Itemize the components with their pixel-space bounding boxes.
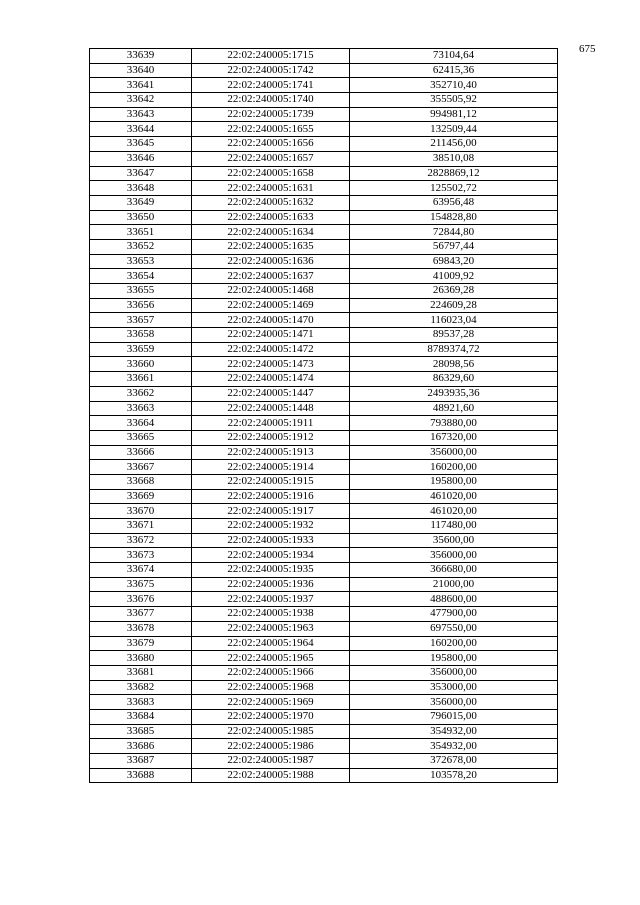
row-number-cell: 33686 [90, 739, 192, 754]
row-number-cell: 33669 [90, 489, 192, 504]
cadastral-number-cell: 22:02:240005:1632 [192, 195, 350, 210]
table-row [90, 577, 558, 592]
value-cell: 103578,20 [350, 768, 558, 783]
value-cell: 89537,28 [350, 328, 558, 343]
cadastral-number-cell: 22:02:240005:1987 [192, 754, 350, 769]
row-number-cell: 33642 [90, 93, 192, 108]
value-cell: 125502,72 [350, 181, 558, 196]
row-number-cell: 33648 [90, 181, 192, 196]
row-number-cell: 33646 [90, 151, 192, 166]
table-row [90, 724, 558, 739]
row-number-cell: 33639 [90, 49, 192, 64]
cadastral-number-cell: 22:02:240005:1969 [192, 695, 350, 710]
row-number-cell: 33653 [90, 254, 192, 269]
value-cell: 461020,00 [350, 489, 558, 504]
cadastral-number-cell: 22:02:240005:1968 [192, 680, 350, 695]
row-number-cell: 33670 [90, 504, 192, 519]
cadastral-number-cell: 22:02:240005:1742 [192, 63, 350, 78]
value-cell: 697550,00 [350, 621, 558, 636]
row-number-cell: 33671 [90, 519, 192, 534]
row-number-cell: 33663 [90, 401, 192, 416]
row-number-cell: 33667 [90, 460, 192, 475]
table-row [90, 548, 558, 563]
value-cell: 41009,92 [350, 269, 558, 284]
value-cell: 117480,00 [350, 519, 558, 534]
row-number-cell: 33679 [90, 636, 192, 651]
cadastral-number-cell: 22:02:240005:1447 [192, 386, 350, 401]
value-cell: 994981,12 [350, 107, 558, 122]
table-row [90, 107, 558, 122]
cadastral-number-cell: 22:02:240005:1741 [192, 78, 350, 93]
value-cell: 793880,00 [350, 416, 558, 431]
row-number-cell: 33681 [90, 665, 192, 680]
cadastral-number-cell: 22:02:240005:1657 [192, 151, 350, 166]
row-number-cell: 33677 [90, 607, 192, 622]
row-number-cell: 33656 [90, 298, 192, 313]
cadastral-number-cell: 22:02:240005:1448 [192, 401, 350, 416]
table-row [90, 592, 558, 607]
cadastral-number-cell: 22:02:240005:1985 [192, 724, 350, 739]
table-row [90, 489, 558, 504]
row-number-cell: 33652 [90, 239, 192, 254]
table-row [90, 709, 558, 724]
table-row [90, 181, 558, 196]
value-cell: 21000,00 [350, 577, 558, 592]
table-row [90, 651, 558, 666]
cadastral-number-cell: 22:02:240005:1637 [192, 269, 350, 284]
cadastral-number-cell: 22:02:240005:1631 [192, 181, 350, 196]
table-row [90, 284, 558, 299]
cadastral-number-cell: 22:02:240005:1937 [192, 592, 350, 607]
table-row [90, 445, 558, 460]
value-cell: 352710,40 [350, 78, 558, 93]
table-row [90, 93, 558, 108]
table-row [90, 695, 558, 710]
row-number-cell: 33658 [90, 328, 192, 343]
table-row [90, 122, 558, 137]
row-number-cell: 33683 [90, 695, 192, 710]
cadastral-number-cell: 22:02:240005:1936 [192, 577, 350, 592]
value-cell: 62415,36 [350, 63, 558, 78]
row-number-cell: 33645 [90, 137, 192, 152]
value-cell: 372678,00 [350, 754, 558, 769]
table-row [90, 607, 558, 622]
row-number-cell: 33675 [90, 577, 192, 592]
table-row [90, 401, 558, 416]
row-number-cell: 33678 [90, 621, 192, 636]
row-number-cell: 33668 [90, 474, 192, 489]
table-row [90, 63, 558, 78]
table-row [90, 665, 558, 680]
cadastral-number-cell: 22:02:240005:1634 [192, 225, 350, 240]
cadastral-number-cell: 22:02:240005:1470 [192, 313, 350, 328]
value-cell: 86329,60 [350, 372, 558, 387]
table-row [90, 137, 558, 152]
table-row [90, 239, 558, 254]
value-cell: 488600,00 [350, 592, 558, 607]
cadastral-number-cell: 22:02:240005:1474 [192, 372, 350, 387]
row-number-cell: 33687 [90, 754, 192, 769]
value-cell: 160200,00 [350, 460, 558, 475]
value-cell: 355505,92 [350, 93, 558, 108]
row-number-cell: 33673 [90, 548, 192, 563]
value-cell: 195800,00 [350, 474, 558, 489]
value-cell: 195800,00 [350, 651, 558, 666]
cadastral-number-cell: 22:02:240005:1471 [192, 328, 350, 343]
value-cell: 796015,00 [350, 709, 558, 724]
cadastral-number-cell: 22:02:240005:1917 [192, 504, 350, 519]
row-number-cell: 33651 [90, 225, 192, 240]
table-row [90, 210, 558, 225]
cadastral-number-cell: 22:02:240005:1963 [192, 621, 350, 636]
cadastral-number-cell: 22:02:240005:1656 [192, 137, 350, 152]
row-number-cell: 33659 [90, 342, 192, 357]
cadastral-number-cell: 22:02:240005:1932 [192, 519, 350, 534]
value-cell: 73104,64 [350, 49, 558, 64]
table-row [90, 313, 558, 328]
table-row [90, 621, 558, 636]
row-number-cell: 33644 [90, 122, 192, 137]
row-number-cell: 33688 [90, 768, 192, 783]
table-row [90, 739, 558, 754]
value-cell: 8789374,72 [350, 342, 558, 357]
cadastral-number-cell: 22:02:240005:1965 [192, 651, 350, 666]
value-cell: 72844,80 [350, 225, 558, 240]
value-cell: 354932,00 [350, 739, 558, 754]
value-cell: 353000,00 [350, 680, 558, 695]
table-row [90, 430, 558, 445]
page-number: 675 [579, 43, 596, 55]
table-body [90, 49, 558, 783]
table-row [90, 533, 558, 548]
cadastral-number-cell: 22:02:240005:1966 [192, 665, 350, 680]
table-row [90, 166, 558, 181]
cadastral-number-cell: 22:02:240005:1911 [192, 416, 350, 431]
value-cell: 28098,56 [350, 357, 558, 372]
value-cell: 354932,00 [350, 724, 558, 739]
value-cell: 356000,00 [350, 695, 558, 710]
table-row [90, 151, 558, 166]
value-cell: 154828,80 [350, 210, 558, 225]
value-cell: 63956,48 [350, 195, 558, 210]
row-number-cell: 33685 [90, 724, 192, 739]
cadastral-number-cell: 22:02:240005:1469 [192, 298, 350, 313]
value-cell: 167320,00 [350, 430, 558, 445]
table-row [90, 460, 558, 475]
value-cell: 116023,04 [350, 313, 558, 328]
value-cell: 160200,00 [350, 636, 558, 651]
table-row [90, 768, 558, 783]
value-cell: 356000,00 [350, 548, 558, 563]
cadastral-number-cell: 22:02:240005:1635 [192, 239, 350, 254]
table-row [90, 636, 558, 651]
row-number-cell: 33647 [90, 166, 192, 181]
table-row [90, 754, 558, 769]
table-row [90, 49, 558, 64]
row-number-cell: 33649 [90, 195, 192, 210]
row-number-cell: 33640 [90, 63, 192, 78]
table-row [90, 195, 558, 210]
cadastral-number-cell: 22:02:240005:1964 [192, 636, 350, 651]
cadastral-number-cell: 22:02:240005:1912 [192, 430, 350, 445]
value-cell: 26369,28 [350, 284, 558, 299]
cadastral-number-cell: 22:02:240005:1636 [192, 254, 350, 269]
table-row [90, 386, 558, 401]
row-number-cell: 33665 [90, 430, 192, 445]
cadastral-number-cell: 22:02:240005:1740 [192, 93, 350, 108]
value-cell: 69843,20 [350, 254, 558, 269]
table-row [90, 342, 558, 357]
table-row [90, 680, 558, 695]
value-cell: 356000,00 [350, 665, 558, 680]
row-number-cell: 33650 [90, 210, 192, 225]
row-number-cell: 33662 [90, 386, 192, 401]
value-cell: 35600,00 [350, 533, 558, 548]
row-number-cell: 33682 [90, 680, 192, 695]
data-table [89, 48, 558, 783]
row-number-cell: 33660 [90, 357, 192, 372]
value-cell: 2828869,12 [350, 166, 558, 181]
table-row [90, 269, 558, 284]
cadastral-number-cell: 22:02:240005:1915 [192, 474, 350, 489]
value-cell: 38510,08 [350, 151, 558, 166]
table-row [90, 504, 558, 519]
row-number-cell: 33654 [90, 269, 192, 284]
row-number-cell: 33655 [90, 284, 192, 299]
value-cell: 211456,00 [350, 137, 558, 152]
row-number-cell: 33666 [90, 445, 192, 460]
row-number-cell: 33643 [90, 107, 192, 122]
row-number-cell: 33674 [90, 563, 192, 578]
value-cell: 132509,44 [350, 122, 558, 137]
value-cell: 48921,60 [350, 401, 558, 416]
cadastral-number-cell: 22:02:240005:1913 [192, 445, 350, 460]
table-row [90, 78, 558, 93]
row-number-cell: 33680 [90, 651, 192, 666]
row-number-cell: 33684 [90, 709, 192, 724]
cadastral-number-cell: 22:02:240005:1914 [192, 460, 350, 475]
table-row [90, 563, 558, 578]
table-row [90, 519, 558, 534]
cadastral-number-cell: 22:02:240005:1986 [192, 739, 350, 754]
cadastral-number-cell: 22:02:240005:1633 [192, 210, 350, 225]
table-row [90, 298, 558, 313]
value-cell: 2493935,36 [350, 386, 558, 401]
row-number-cell: 33676 [90, 592, 192, 607]
table-row [90, 474, 558, 489]
value-cell: 224609,28 [350, 298, 558, 313]
value-cell: 56797,44 [350, 239, 558, 254]
cadastral-number-cell: 22:02:240005:1933 [192, 533, 350, 548]
table-row [90, 372, 558, 387]
value-cell: 366680,00 [350, 563, 558, 578]
table-row [90, 225, 558, 240]
table-row [90, 416, 558, 431]
row-number-cell: 33661 [90, 372, 192, 387]
value-cell: 477900,00 [350, 607, 558, 622]
row-number-cell: 33657 [90, 313, 192, 328]
value-cell: 356000,00 [350, 445, 558, 460]
cadastral-number-cell: 22:02:240005:1970 [192, 709, 350, 724]
cadastral-number-cell: 22:02:240005:1916 [192, 489, 350, 504]
cadastral-number-cell: 22:02:240005:1938 [192, 607, 350, 622]
cadastral-number-cell: 22:02:240005:1739 [192, 107, 350, 122]
cadastral-number-cell: 22:02:240005:1472 [192, 342, 350, 357]
row-number-cell: 33672 [90, 533, 192, 548]
table-row [90, 328, 558, 343]
cadastral-number-cell: 22:02:240005:1468 [192, 284, 350, 299]
cadastral-number-cell: 22:02:240005:1473 [192, 357, 350, 372]
cadastral-number-cell: 22:02:240005:1988 [192, 768, 350, 783]
cadastral-number-cell: 22:02:240005:1715 [192, 49, 350, 64]
table-row [90, 254, 558, 269]
cadastral-number-cell: 22:02:240005:1655 [192, 122, 350, 137]
table-row [90, 357, 558, 372]
row-number-cell: 33641 [90, 78, 192, 93]
cadastral-number-cell: 22:02:240005:1658 [192, 166, 350, 181]
cadastral-number-cell: 22:02:240005:1935 [192, 563, 350, 578]
cadastral-number-cell: 22:02:240005:1934 [192, 548, 350, 563]
row-number-cell: 33664 [90, 416, 192, 431]
value-cell: 461020,00 [350, 504, 558, 519]
